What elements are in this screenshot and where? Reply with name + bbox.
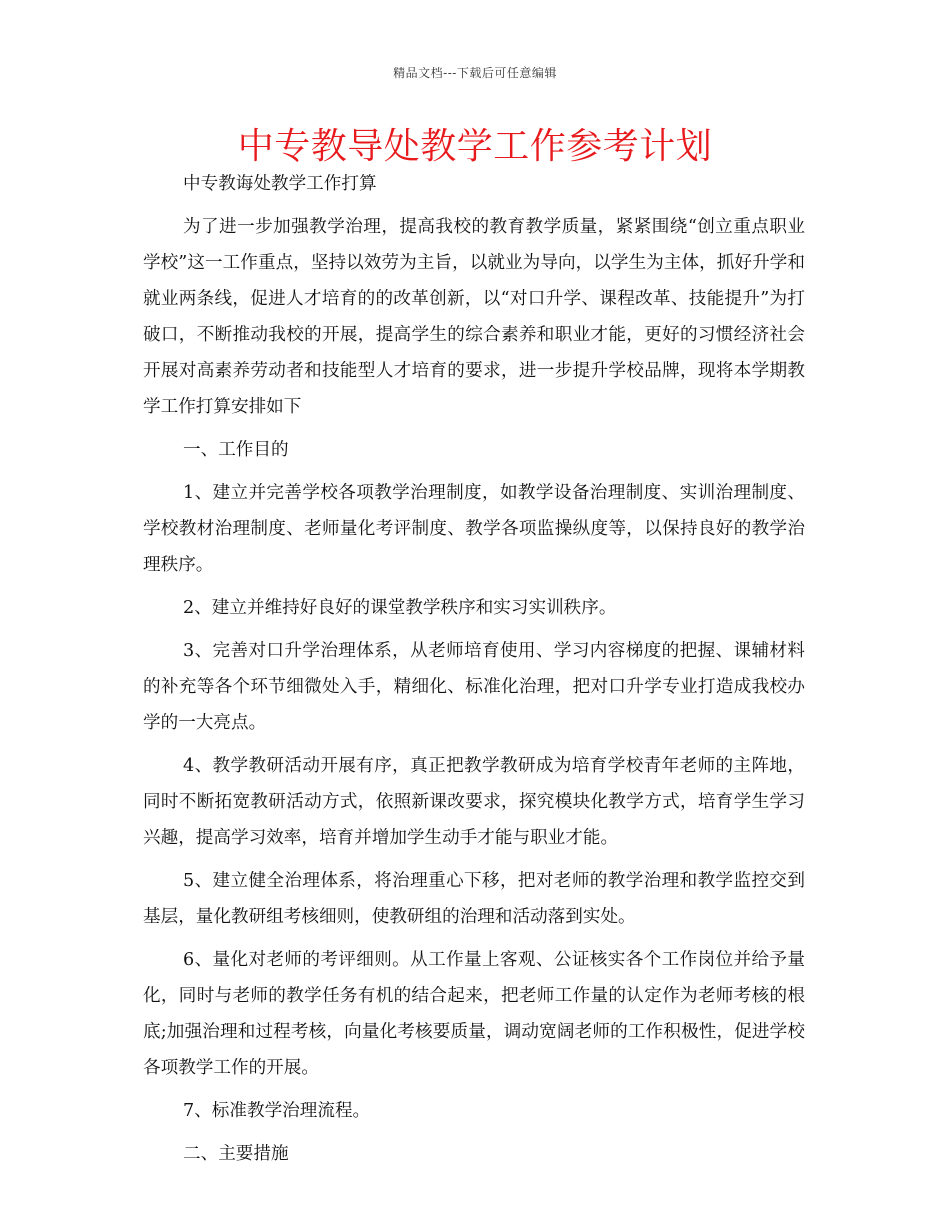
document-body [143, 166, 805, 1179]
page-header: 精品文档---下载后可任意编辑 [393, 66, 557, 80]
goal-item-1: 1、建立并完善学校各项教学治理制度，如教学设备治理制度、实训治理制度、学校教材治理制度、老师量化考评制度、教学各项监操纵度等，以保持良好的教学治理秩序。 [143, 483, 805, 575]
subtitle-paragraph: 中专教诲处教学工作打算 [183, 174, 377, 194]
document-title: 中专教导处教学工作参考计划 [237, 126, 713, 167]
goal-item-4: 4、教学教研活动开展有序，真正把教学教研成为培育学校青年老师的主阵地，同时不断拓宽教研活动方式，依照新课改要求，探究模块化教学方式，培育学生学习兴趣，提高学习效率，培育并增加学生动手才能与职业才能。 [143, 756, 805, 848]
goal-item-7: 7、标准教学治理流程。 [183, 1101, 371, 1121]
section-heading-goals: 一、工作目的 [183, 440, 289, 460]
section-heading-measures: 二、主要措施 [183, 1144, 289, 1164]
goal-item-3: 3、完善对口升学治理体系，从老师培育使用、学习内容梯度的把握、课辅材料的补充等各个环节细微处入手，精细化、标准化治理，把对口升学专业打造成我校办学的一大亮点。 [143, 641, 805, 733]
goal-item-5: 5、建立健全治理体系，将治理重心下移，把对老师的教学治理和教学监控交到基层，量化教研组考核细则，使教研组的治理和活动落到实处。 [143, 871, 805, 927]
goal-item-6: 6、量化对老师的考评细则。从工作量上客观、公证核实各个工作岗位并给予量化，同时与老师的教学任务有机的结合起来，把老师工作量的认定作为老师考核的根底;加强治理和过程考核，向量化考核要质量，调动宽阔老师的工作积极性，促进学校各项教学工作的开展。 [143, 950, 805, 1078]
intro-paragraph: 为了进一步加强教学治理，提高我校的教育教学质量，紧紧围绕“创立重点职业学校”这一工作重点，坚持以效劳为主旨，以就业为导向，以学生为主体，抓好升学和就业两条线，促进人才培育的的改革创新，以“对口升学、课程改革、技能提升”为打破口，不断推动我校的开展，提高学生的综合素养和职业才能，更好的习惯经济社会开展对高素养劳动者和技能型人才培育的要求，进一步提升学校品牌，现将本学期教学工作打算安排如下 [143, 217, 805, 417]
goal-item-2: 2、建立并维持好良好的课堂教学秩序和实习实训秩序。 [183, 598, 617, 618]
